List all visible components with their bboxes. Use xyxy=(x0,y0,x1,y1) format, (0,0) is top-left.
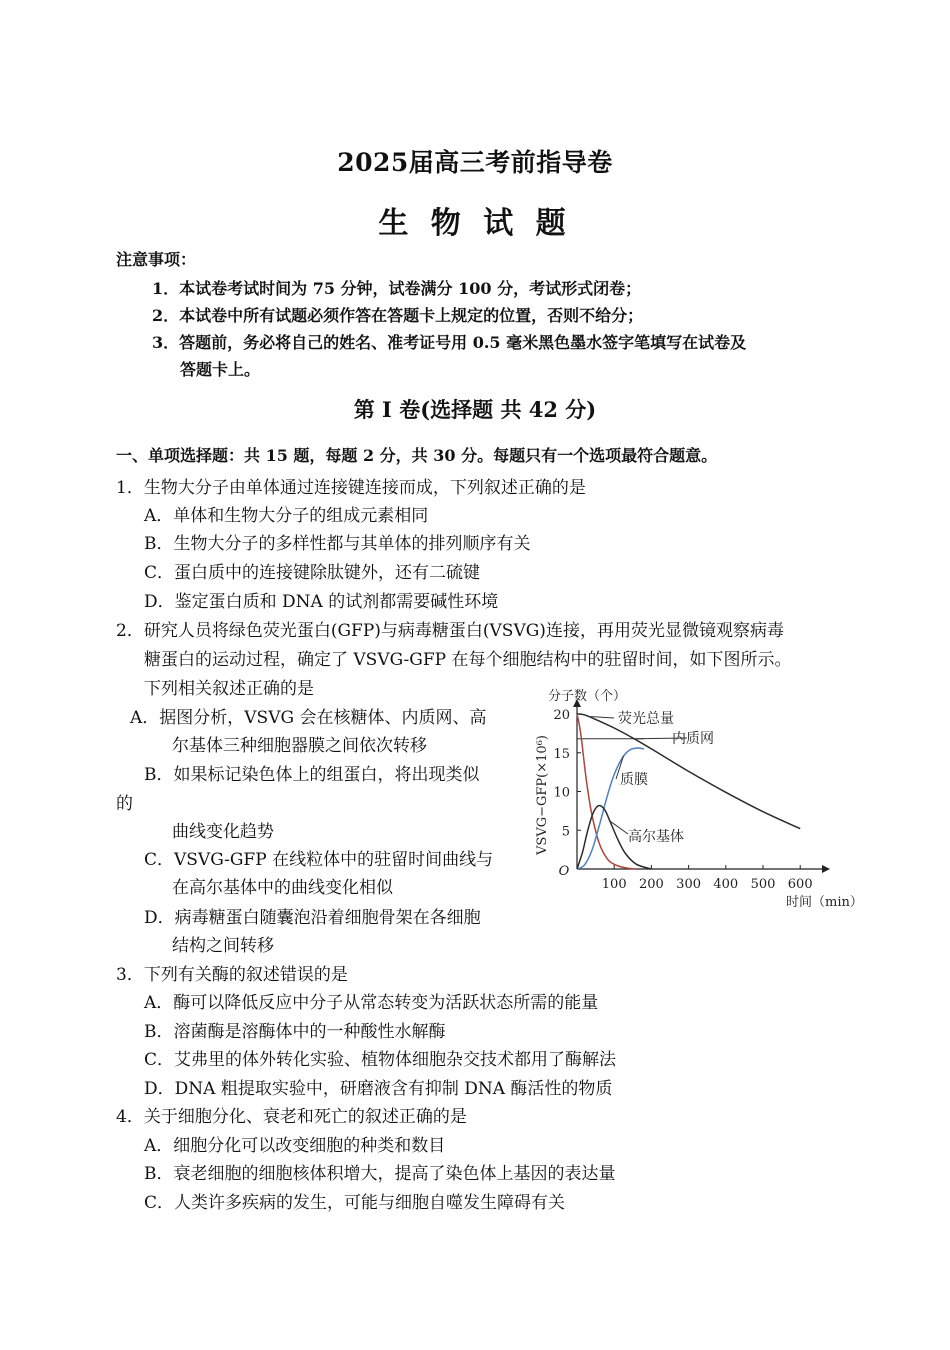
question-stem-line: 糖蛋白的运动过程，确定了 VSVG-GFP 在每个细胞结构中的驻留时间，如下图所示。 xyxy=(144,650,792,670)
option-c-continued: 在高尔基体中的曲线变化相似 xyxy=(172,878,393,898)
notice-item: 3．答题前，务必将自己的姓名、准考证号用 0.5 毫米黑色墨水签字笔填写在试卷及 xyxy=(152,333,747,352)
option-a: A．单体和生物大分子的组成元素相同 xyxy=(144,506,429,526)
y-tick-label: 15 xyxy=(553,746,570,762)
question-stem: 1．生物大分子由单体通过连接键连接而成，下列叙述正确的是 xyxy=(116,478,586,498)
notice-heading: 注意事项： xyxy=(116,250,197,269)
x-tick-label: 200 xyxy=(638,877,664,892)
option-d: D．DNA 粗提取实验中，研磨液含有抑制 DNA 酶活性的物质 xyxy=(144,1079,613,1099)
option-b-continued: 曲线变化趋势 xyxy=(172,822,274,842)
residence-time-chart xyxy=(532,683,872,913)
part-heading: 一、单项选择题：共 15 题，每题 2 分，共 30 分。每题只有一个选项最符合题意。 xyxy=(116,446,718,465)
question-stem: 2．研究人员将绿色荧光蛋白(GFP)与病毒糖蛋白(VSVG)连接，再用荧光显微镜观察病毒 xyxy=(116,621,784,641)
option-b: B．衰老细胞的细胞核体积增大，提高了染色体上基因的表达量 xyxy=(144,1164,616,1184)
x-tick-label: 100 xyxy=(601,877,627,892)
option-c: C．人类许多疾病的发生，可能与细胞自噬发生障碍有关 xyxy=(144,1193,566,1213)
option-c: C．艾弗里的体外转化实验、植物体细胞杂交技术都用了酶解法 xyxy=(144,1050,617,1070)
question-stem-line: 下列相关叙述正确的是 xyxy=(144,679,314,699)
x-tick-label: 600 xyxy=(787,877,813,892)
question-stem: 3．下列有关酶的叙述错误的是 xyxy=(116,965,348,985)
exam-title: 2025届高三考前指导卷 xyxy=(337,148,613,177)
x-tick-label: 300 xyxy=(676,877,702,892)
x-axis-label: 时间（min） xyxy=(786,895,863,910)
series-label: 质膜 xyxy=(620,772,648,788)
x-axis-arrow-icon xyxy=(822,865,830,873)
notice-item: 1．本试卷考试时间为 75 分钟，试卷满分 100 分，考试形式闭卷； xyxy=(152,279,642,298)
option-b: B．如果标记染色体上的组蛋白，将出现类似 xyxy=(144,765,480,785)
option-a: A．细胞分化可以改变细胞的种类和数目 xyxy=(144,1136,446,1156)
y-tick-label: 20 xyxy=(553,708,570,723)
option-b: B．生物大分子的多样性都与其单体的排列顺序有关 xyxy=(144,534,531,554)
notice-item: 2．本试卷中所有试题必须作答在答题卡上规定的位置，否则不给分； xyxy=(152,306,644,325)
notice-item-continued: 答题卡上。 xyxy=(180,360,261,379)
y-tick-label: 5 xyxy=(561,824,570,840)
series-label: 荧光总量 xyxy=(618,711,674,727)
section-title: 第 Ⅰ 卷(选择题 共 42 分) xyxy=(353,397,597,422)
option-d: D．鉴定蛋白质和 DNA 的试剂都需要碱性环境 xyxy=(144,592,499,612)
y-axis-label: VSVG−GFP(×10⁶) xyxy=(535,735,550,855)
question-stem: 4．关于细胞分化、衰老和死亡的叙述正确的是 xyxy=(116,1107,467,1127)
option-b-continued: 的 xyxy=(116,794,133,814)
series-label: 高尔基体 xyxy=(628,829,684,845)
series-label: 内质网 xyxy=(672,731,714,747)
option-a: A．据图分析，VSVG 会在核糖体、内质网、高 xyxy=(130,708,487,728)
option-b: B．溶菌酶是溶酶体中的一种酸性水解酶 xyxy=(144,1022,446,1042)
series-plasma-membrane-line xyxy=(577,748,644,869)
option-a: A．酶可以降低反应中分子从常态转变为活跃状态所需的能量 xyxy=(144,993,599,1013)
option-c: C．VSVG-GFP 在线粒体中的驻留时间曲线与 xyxy=(144,850,494,870)
x-tick-label: 500 xyxy=(750,877,776,892)
x-tick-label: 400 xyxy=(713,877,739,892)
option-c: C．蛋白质中的连接键除肽键外，还有二硫键 xyxy=(144,563,481,583)
series-er-line xyxy=(577,714,637,869)
option-d-continued: 结构之间转移 xyxy=(172,936,274,956)
y-tick-label: 10 xyxy=(553,785,570,801)
origin-label: O xyxy=(558,864,570,879)
subject-title: 生 物 试 题 xyxy=(378,206,572,241)
y-axis-title: 分子数（个） xyxy=(548,689,627,704)
option-a-continued: 尔基体三种细胞器膜之间依次转移 xyxy=(172,736,427,756)
option-d: D．病毒糖蛋白随囊泡沿着细胞骨架在各细胞 xyxy=(144,908,481,928)
